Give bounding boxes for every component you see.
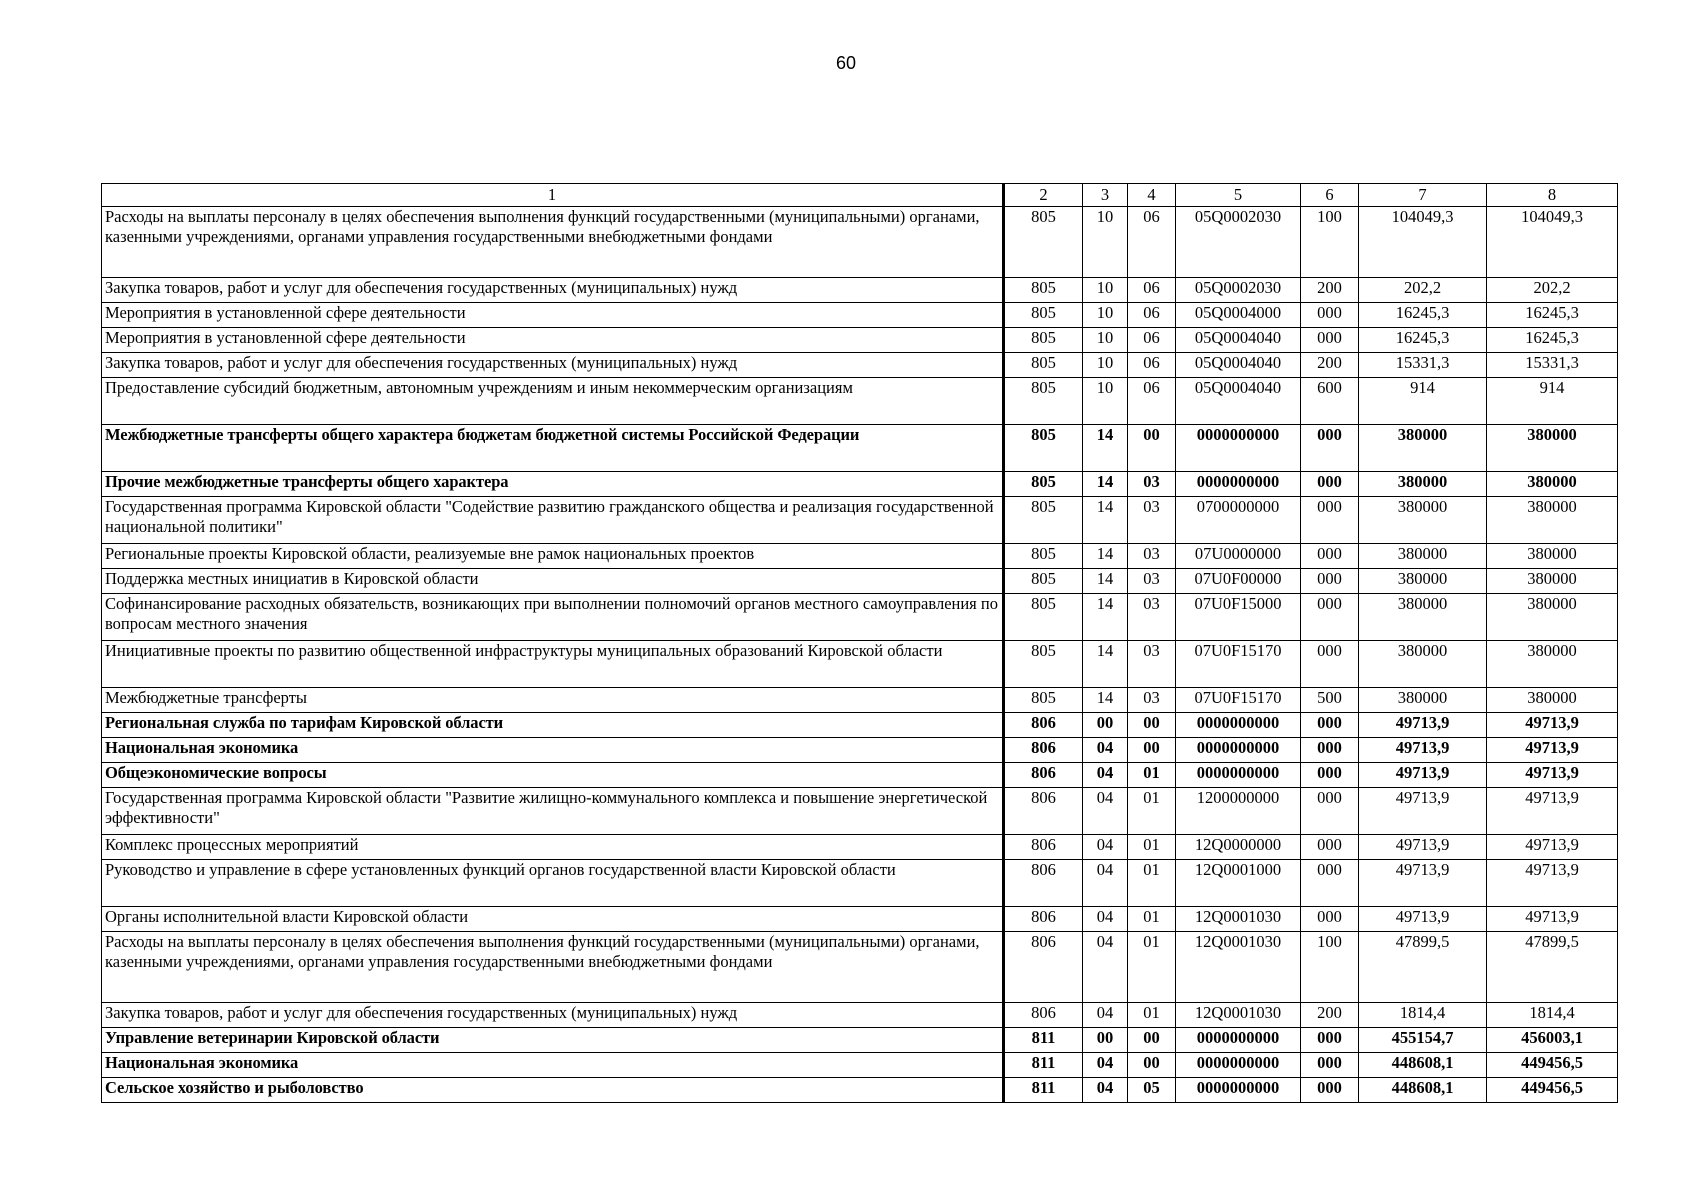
table-row <box>102 353 1618 378</box>
table-row <box>102 378 1618 425</box>
row-name-cell: Комплекс процессных мероприятий <box>102 835 1004 860</box>
chapter-code-cell: 806 <box>1004 835 1083 860</box>
chapter-code-cell: 806 <box>1004 860 1083 907</box>
expense-type-cell: 000 <box>1301 544 1359 569</box>
table-row <box>102 907 1618 932</box>
column-header: 3 <box>1083 184 1128 207</box>
subsection-code-cell: 01 <box>1128 1003 1176 1028</box>
chapter-code-cell: 805 <box>1004 328 1083 353</box>
table-row <box>102 713 1618 738</box>
chapter-code-cell: 805 <box>1004 303 1083 328</box>
chapter-code-cell: 805 <box>1004 544 1083 569</box>
expense-type-cell: 200 <box>1301 353 1359 378</box>
table-row <box>102 835 1618 860</box>
amount-year2-cell: 380000 <box>1487 472 1618 497</box>
amount-year1-cell: 380000 <box>1359 544 1487 569</box>
target-article-cell: 05Q0004000 <box>1176 303 1301 328</box>
subsection-code-cell: 01 <box>1128 860 1176 907</box>
subsection-code-cell: 01 <box>1128 907 1176 932</box>
subsection-code-cell: 03 <box>1128 641 1176 688</box>
table-row <box>102 497 1618 544</box>
amount-year1-cell: 448608,1 <box>1359 1078 1487 1103</box>
amount-year1-cell: 455154,7 <box>1359 1028 1487 1053</box>
row-name-cell: Региональные проекты Кировской области, реализуемые вне рамок национальных проектов <box>102 544 1004 569</box>
target-article-cell: 07U0F15000 <box>1176 594 1301 641</box>
section-code-cell: 04 <box>1083 1053 1128 1078</box>
target-article-cell: 0000000000 <box>1176 1028 1301 1053</box>
amount-year1-cell: 914 <box>1359 378 1487 425</box>
amount-year2-cell: 456003,1 <box>1487 1028 1618 1053</box>
table-row <box>102 763 1618 788</box>
amount-year2-cell: 449456,5 <box>1487 1053 1618 1078</box>
expense-type-cell: 000 <box>1301 328 1359 353</box>
amount-year2-cell: 104049,3 <box>1487 207 1618 278</box>
chapter-code-cell: 805 <box>1004 472 1083 497</box>
row-name-cell: Национальная экономика <box>102 738 1004 763</box>
table-body <box>102 207 1618 1103</box>
amount-year2-cell: 15331,3 <box>1487 353 1618 378</box>
target-article-cell: 07U0F15170 <box>1176 641 1301 688</box>
section-code-cell: 04 <box>1083 835 1128 860</box>
table-row <box>102 932 1618 1003</box>
section-code-cell: 14 <box>1083 688 1128 713</box>
column-header: 4 <box>1128 184 1176 207</box>
target-article-cell: 12Q0001000 <box>1176 860 1301 907</box>
amount-year1-cell: 16245,3 <box>1359 303 1487 328</box>
row-name-cell: Расходы на выплаты персоналу в целях обеспечения выполнения функций государственными (муниципальными) органами, казенными учреждениями, органами управления государственными внебюджетными фондами <box>102 207 1004 278</box>
amount-year2-cell: 16245,3 <box>1487 328 1618 353</box>
amount-year1-cell: 49713,9 <box>1359 860 1487 907</box>
section-code-cell: 04 <box>1083 763 1128 788</box>
subsection-code-cell: 06 <box>1128 353 1176 378</box>
section-code-cell: 04 <box>1083 907 1128 932</box>
amount-year1-cell: 380000 <box>1359 497 1487 544</box>
amount-year2-cell: 449456,5 <box>1487 1078 1618 1103</box>
amount-year2-cell: 16245,3 <box>1487 303 1618 328</box>
chapter-code-cell: 805 <box>1004 207 1083 278</box>
amount-year2-cell: 49713,9 <box>1487 835 1618 860</box>
amount-year2-cell: 914 <box>1487 378 1618 425</box>
amount-year1-cell: 47899,5 <box>1359 932 1487 1003</box>
table-row <box>102 860 1618 907</box>
amount-year1-cell: 202,2 <box>1359 278 1487 303</box>
row-name-cell: Региональная служба по тарифам Кировской области <box>102 713 1004 738</box>
subsection-code-cell: 06 <box>1128 278 1176 303</box>
row-name-cell: Мероприятия в установленной сфере деятельности <box>102 328 1004 353</box>
chapter-code-cell: 805 <box>1004 278 1083 303</box>
table-row <box>102 303 1618 328</box>
amount-year1-cell: 1814,4 <box>1359 1003 1487 1028</box>
chapter-code-cell: 806 <box>1004 1003 1083 1028</box>
amount-year2-cell: 380000 <box>1487 569 1618 594</box>
amount-year1-cell: 16245,3 <box>1359 328 1487 353</box>
section-code-cell: 14 <box>1083 472 1128 497</box>
target-article-cell: 12Q0000000 <box>1176 835 1301 860</box>
expense-type-cell: 000 <box>1301 594 1359 641</box>
target-article-cell: 05Q0004040 <box>1176 328 1301 353</box>
amount-year2-cell: 380000 <box>1487 641 1618 688</box>
subsection-code-cell: 00 <box>1128 713 1176 738</box>
amount-year1-cell: 49713,9 <box>1359 713 1487 738</box>
row-name-cell: Прочие межбюджетные трансферты общего характера <box>102 472 1004 497</box>
expense-type-cell: 000 <box>1301 472 1359 497</box>
row-name-cell: Государственная программа Кировской области "Содействие развитию гражданского общества и реализация государственной национальной политики" <box>102 497 1004 544</box>
amount-year2-cell: 49713,9 <box>1487 907 1618 932</box>
amount-year1-cell: 104049,3 <box>1359 207 1487 278</box>
subsection-code-cell: 03 <box>1128 472 1176 497</box>
section-code-cell: 10 <box>1083 278 1128 303</box>
row-name-cell: Поддержка местных инициатив в Кировской области <box>102 569 1004 594</box>
table-row <box>102 569 1618 594</box>
table-row <box>102 328 1618 353</box>
table-row <box>102 788 1618 835</box>
target-article-cell: 07U0000000 <box>1176 544 1301 569</box>
row-name-cell: Органы исполнительной власти Кировской области <box>102 907 1004 932</box>
amount-year2-cell: 49713,9 <box>1487 860 1618 907</box>
table-row <box>102 207 1618 278</box>
amount-year1-cell: 448608,1 <box>1359 1053 1487 1078</box>
page-number: 60 <box>835 53 857 73</box>
target-article-cell: 0700000000 <box>1176 497 1301 544</box>
row-name-cell: Межбюджетные трансферты <box>102 688 1004 713</box>
amount-year2-cell: 202,2 <box>1487 278 1618 303</box>
expense-type-cell: 000 <box>1301 569 1359 594</box>
header-row <box>102 184 1618 207</box>
target-article-cell: 0000000000 <box>1176 738 1301 763</box>
row-name-cell: Мероприятия в установленной сфере деятельности <box>102 303 1004 328</box>
expense-type-cell: 000 <box>1301 1028 1359 1053</box>
subsection-code-cell: 06 <box>1128 328 1176 353</box>
row-name-cell: Инициативные проекты по развитию общественной инфраструктуры муниципальных образований Кировской области <box>102 641 1004 688</box>
expense-type-cell: 000 <box>1301 425 1359 472</box>
chapter-code-cell: 805 <box>1004 378 1083 425</box>
target-article-cell: 07U0F00000 <box>1176 569 1301 594</box>
row-name-cell: Закупка товаров, работ и услуг для обеспечения государственных (муниципальных) нужд <box>102 353 1004 378</box>
target-article-cell: 05Q0004040 <box>1176 353 1301 378</box>
section-code-cell: 04 <box>1083 932 1128 1003</box>
expense-type-cell: 000 <box>1301 835 1359 860</box>
section-code-cell: 10 <box>1083 328 1128 353</box>
chapter-code-cell: 806 <box>1004 907 1083 932</box>
subsection-code-cell: 01 <box>1128 763 1176 788</box>
column-header: 7 <box>1359 184 1487 207</box>
target-article-cell: 0000000000 <box>1176 713 1301 738</box>
chapter-code-cell: 806 <box>1004 738 1083 763</box>
target-article-cell: 0000000000 <box>1176 1078 1301 1103</box>
amount-year1-cell: 380000 <box>1359 641 1487 688</box>
section-code-cell: 04 <box>1083 860 1128 907</box>
chapter-code-cell: 806 <box>1004 932 1083 1003</box>
expense-type-cell: 000 <box>1301 860 1359 907</box>
amount-year2-cell: 47899,5 <box>1487 932 1618 1003</box>
chapter-code-cell: 805 <box>1004 425 1083 472</box>
amount-year2-cell: 49713,9 <box>1487 763 1618 788</box>
amount-year2-cell: 380000 <box>1487 497 1618 544</box>
chapter-code-cell: 811 <box>1004 1078 1083 1103</box>
table-row <box>102 641 1618 688</box>
expense-type-cell: 000 <box>1301 1053 1359 1078</box>
amount-year2-cell: 380000 <box>1487 544 1618 569</box>
chapter-code-cell: 805 <box>1004 641 1083 688</box>
row-name-cell: Государственная программа Кировской области "Развитие жилищно-коммунального комплекса и повышение энергетической эффективности" <box>102 788 1004 835</box>
row-name-cell: Национальная экономика <box>102 1053 1004 1078</box>
chapter-code-cell: 806 <box>1004 763 1083 788</box>
target-article-cell: 0000000000 <box>1176 1053 1301 1078</box>
expense-type-cell: 000 <box>1301 303 1359 328</box>
subsection-code-cell: 06 <box>1128 303 1176 328</box>
amount-year1-cell: 380000 <box>1359 425 1487 472</box>
row-name-cell: Закупка товаров, работ и услуг для обеспечения государственных (муниципальных) нужд <box>102 1003 1004 1028</box>
chapter-code-cell: 806 <box>1004 713 1083 738</box>
expense-type-cell: 600 <box>1301 378 1359 425</box>
column-header: 5 <box>1176 184 1301 207</box>
table-row <box>102 594 1618 641</box>
subsection-code-cell: 03 <box>1128 544 1176 569</box>
subsection-code-cell: 03 <box>1128 594 1176 641</box>
target-article-cell: 1200000000 <box>1176 788 1301 835</box>
section-code-cell: 14 <box>1083 641 1128 688</box>
amount-year1-cell: 15331,3 <box>1359 353 1487 378</box>
expense-type-cell: 200 <box>1301 1003 1359 1028</box>
target-article-cell: 0000000000 <box>1176 472 1301 497</box>
subsection-code-cell: 05 <box>1128 1078 1176 1103</box>
expense-type-cell: 000 <box>1301 738 1359 763</box>
row-name-cell: Межбюджетные трансферты общего характера бюджетам бюджетной системы Российской Федерации <box>102 425 1004 472</box>
subsection-code-cell: 03 <box>1128 569 1176 594</box>
table-row <box>102 1028 1618 1053</box>
subsection-code-cell: 03 <box>1128 497 1176 544</box>
subsection-code-cell: 01 <box>1128 835 1176 860</box>
section-code-cell: 04 <box>1083 788 1128 835</box>
row-name-cell: Предоставление субсидий бюджетным, автономным учреждениям и иным некоммерческим организациям <box>102 378 1004 425</box>
amount-year2-cell: 49713,9 <box>1487 713 1618 738</box>
section-code-cell: 10 <box>1083 378 1128 425</box>
amount-year1-cell: 380000 <box>1359 594 1487 641</box>
table-row <box>102 1078 1618 1103</box>
amount-year1-cell: 49713,9 <box>1359 835 1487 860</box>
chapter-code-cell: 811 <box>1004 1053 1083 1078</box>
section-code-cell: 04 <box>1083 738 1128 763</box>
expense-type-cell: 100 <box>1301 207 1359 278</box>
amount-year2-cell: 49713,9 <box>1487 738 1618 763</box>
section-code-cell: 10 <box>1083 353 1128 378</box>
subsection-code-cell: 00 <box>1128 738 1176 763</box>
table-row <box>102 278 1618 303</box>
chapter-code-cell: 805 <box>1004 569 1083 594</box>
section-code-cell: 14 <box>1083 594 1128 641</box>
expense-type-cell: 000 <box>1301 497 1359 544</box>
subsection-code-cell: 01 <box>1128 788 1176 835</box>
target-article-cell: 0000000000 <box>1176 763 1301 788</box>
section-code-cell: 10 <box>1083 207 1128 278</box>
section-code-cell: 00 <box>1083 1028 1128 1053</box>
subsection-code-cell: 06 <box>1128 378 1176 425</box>
amount-year2-cell: 380000 <box>1487 688 1618 713</box>
expense-type-cell: 100 <box>1301 932 1359 1003</box>
amount-year2-cell: 1814,4 <box>1487 1003 1618 1028</box>
table-row <box>102 425 1618 472</box>
chapter-code-cell: 805 <box>1004 353 1083 378</box>
subsection-code-cell: 00 <box>1128 1028 1176 1053</box>
column-header: 6 <box>1301 184 1359 207</box>
subsection-code-cell: 06 <box>1128 207 1176 278</box>
chapter-code-cell: 805 <box>1004 497 1083 544</box>
amount-year1-cell: 380000 <box>1359 569 1487 594</box>
target-article-cell: 05Q0004040 <box>1176 378 1301 425</box>
row-name-cell: Закупка товаров, работ и услуг для обеспечения государственных (муниципальных) нужд <box>102 278 1004 303</box>
table-row <box>102 1003 1618 1028</box>
target-article-cell: 05Q0002030 <box>1176 278 1301 303</box>
expense-type-cell: 200 <box>1301 278 1359 303</box>
target-article-cell: 12Q0001030 <box>1176 1003 1301 1028</box>
column-header: 2 <box>1004 184 1083 207</box>
row-name-cell: Управление ветеринарии Кировской области <box>102 1028 1004 1053</box>
row-name-cell: Руководство и управление в сфере установленных функций органов государственной власти Кировской области <box>102 860 1004 907</box>
section-code-cell: 14 <box>1083 569 1128 594</box>
chapter-code-cell: 811 <box>1004 1028 1083 1053</box>
budget-table <box>101 183 1618 1103</box>
section-code-cell: 00 <box>1083 713 1128 738</box>
amount-year2-cell: 49713,9 <box>1487 788 1618 835</box>
subsection-code-cell: 00 <box>1128 1053 1176 1078</box>
amount-year1-cell: 49713,9 <box>1359 907 1487 932</box>
chapter-code-cell: 805 <box>1004 594 1083 641</box>
amount-year2-cell: 380000 <box>1487 425 1618 472</box>
expense-type-cell: 500 <box>1301 688 1359 713</box>
subsection-code-cell: 01 <box>1128 932 1176 1003</box>
section-code-cell: 04 <box>1083 1078 1128 1103</box>
amount-year2-cell: 380000 <box>1487 594 1618 641</box>
section-code-cell: 10 <box>1083 303 1128 328</box>
target-article-cell: 05Q0002030 <box>1176 207 1301 278</box>
amount-year1-cell: 49713,9 <box>1359 738 1487 763</box>
expense-type-cell: 000 <box>1301 763 1359 788</box>
expense-type-cell: 000 <box>1301 907 1359 932</box>
amount-year1-cell: 49713,9 <box>1359 763 1487 788</box>
section-code-cell: 14 <box>1083 425 1128 472</box>
subsection-code-cell: 03 <box>1128 688 1176 713</box>
expense-type-cell: 000 <box>1301 788 1359 835</box>
section-code-cell: 04 <box>1083 1003 1128 1028</box>
expense-type-cell: 000 <box>1301 641 1359 688</box>
expense-type-cell: 000 <box>1301 1078 1359 1103</box>
chapter-code-cell: 806 <box>1004 788 1083 835</box>
column-header: 8 <box>1487 184 1618 207</box>
table-row <box>102 1053 1618 1078</box>
amount-year1-cell: 380000 <box>1359 472 1487 497</box>
table-row <box>102 544 1618 569</box>
target-article-cell: 0000000000 <box>1176 425 1301 472</box>
table-row <box>102 688 1618 713</box>
row-name-cell: Софинансирование расходных обязательств, возникающих при выполнении полномочий органов местного самоуправления по вопросам местного значения <box>102 594 1004 641</box>
column-header: 1 <box>102 184 1004 207</box>
row-name-cell: Сельское хозяйство и рыболовство <box>102 1078 1004 1103</box>
row-name-cell: Расходы на выплаты персоналу в целях обеспечения выполнения функций государственными (муниципальными) органами, казенными учреждениями, органами управления государственными внебюджетными фондами <box>102 932 1004 1003</box>
target-article-cell: 07U0F15170 <box>1176 688 1301 713</box>
subsection-code-cell: 00 <box>1128 425 1176 472</box>
section-code-cell: 14 <box>1083 544 1128 569</box>
target-article-cell: 12Q0001030 <box>1176 932 1301 1003</box>
amount-year1-cell: 380000 <box>1359 688 1487 713</box>
amount-year1-cell: 49713,9 <box>1359 788 1487 835</box>
table-row <box>102 738 1618 763</box>
table-row <box>102 472 1618 497</box>
expense-type-cell: 000 <box>1301 713 1359 738</box>
target-article-cell: 12Q0001030 <box>1176 907 1301 932</box>
chapter-code-cell: 805 <box>1004 688 1083 713</box>
row-name-cell: Общеэкономические вопросы <box>102 763 1004 788</box>
section-code-cell: 14 <box>1083 497 1128 544</box>
